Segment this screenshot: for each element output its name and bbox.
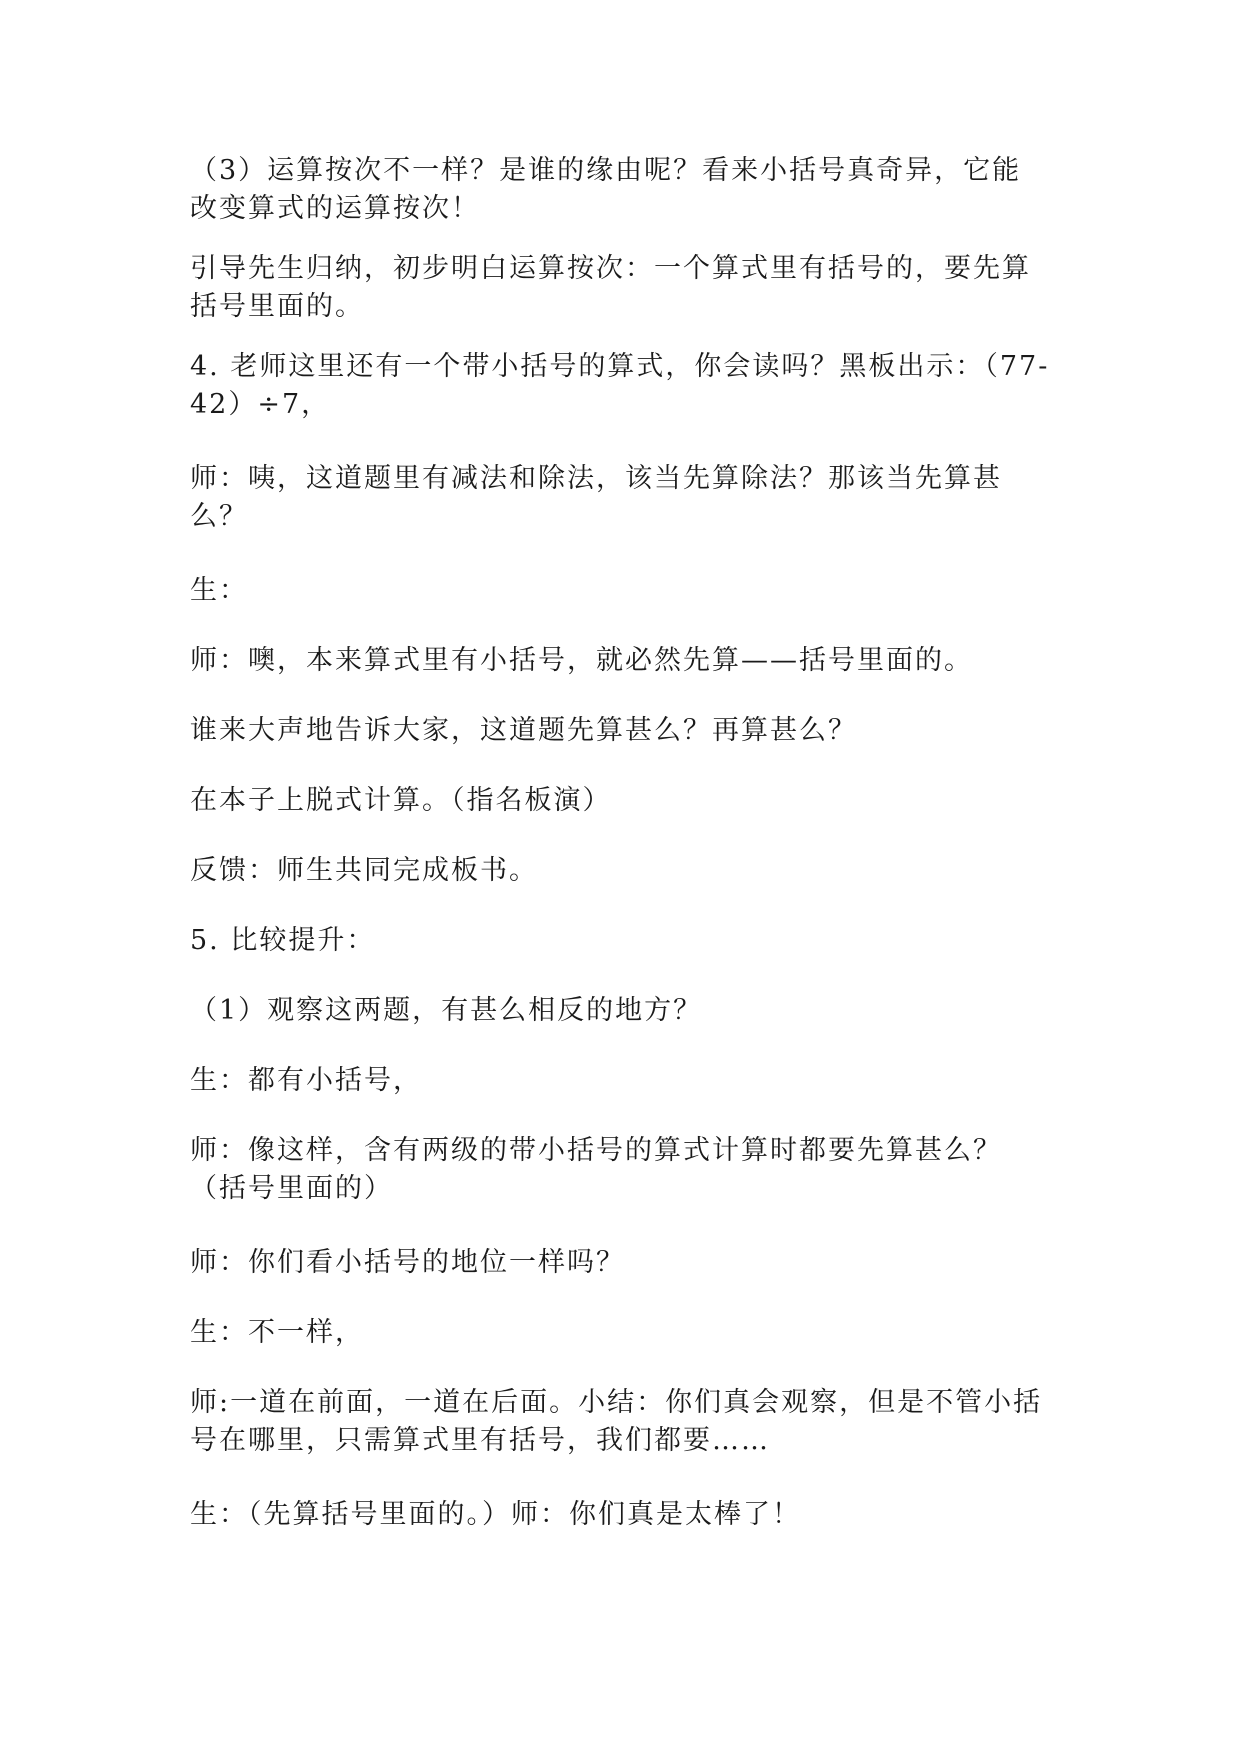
- paragraph-14: 师：你们看小括号的地位一样吗？: [190, 1247, 625, 1278]
- paragraph-6: 师：噢，本来算式里有小括号，就必然先算——括号里面的。: [190, 645, 973, 676]
- paragraph-9: 反馈：师生共同完成板书。: [190, 855, 538, 886]
- paragraph-4: 师：咦，这道题里有减法和除法，该当先算除法？那该当先算甚么？: [190, 463, 1002, 532]
- paragraph-8: 在本子上脱式计算。（指名板演）: [190, 785, 612, 816]
- paragraph-16: 师:一道在前面，一道在后面。小结：你们真会观察，但是不管小括号在哪里，只需算式里有括号，我们都要……: [190, 1387, 1043, 1456]
- paragraph-1: （3）运算按次不一样？是谁的缘由呢？看来小括号真奇异，它能改变算式的运算按次！: [190, 155, 1022, 224]
- paragraph-3: 4. 老师这里还有一个带小括号的算式，你会读吗？黑板出示：（77-42）÷7，: [190, 351, 1050, 420]
- paragraph-15: 生：不一样，: [190, 1317, 364, 1348]
- paragraph-10: 5. 比较提升：: [190, 925, 376, 956]
- paragraph-5: 生：: [190, 575, 248, 606]
- paragraph-13: 师：像这样，含有两级的带小括号的算式计算时都要先算甚么？（括号里面的）: [190, 1135, 1002, 1204]
- paragraph-17: 生：（先算括号里面的。）师：你们真是太棒了！: [190, 1499, 801, 1530]
- paragraph-7: 谁来大声地告诉大家，这道题先算甚么？再算甚么？: [190, 715, 857, 746]
- paragraph-11: （1）观察这两题，有甚么相反的地方？: [190, 995, 703, 1026]
- paragraph-2: 引导先生归纳，初步明白运算按次：一个算式里有括号的，要先算括号里面的。: [190, 253, 1031, 322]
- paragraph-12: 生：都有小括号，: [190, 1065, 422, 1096]
